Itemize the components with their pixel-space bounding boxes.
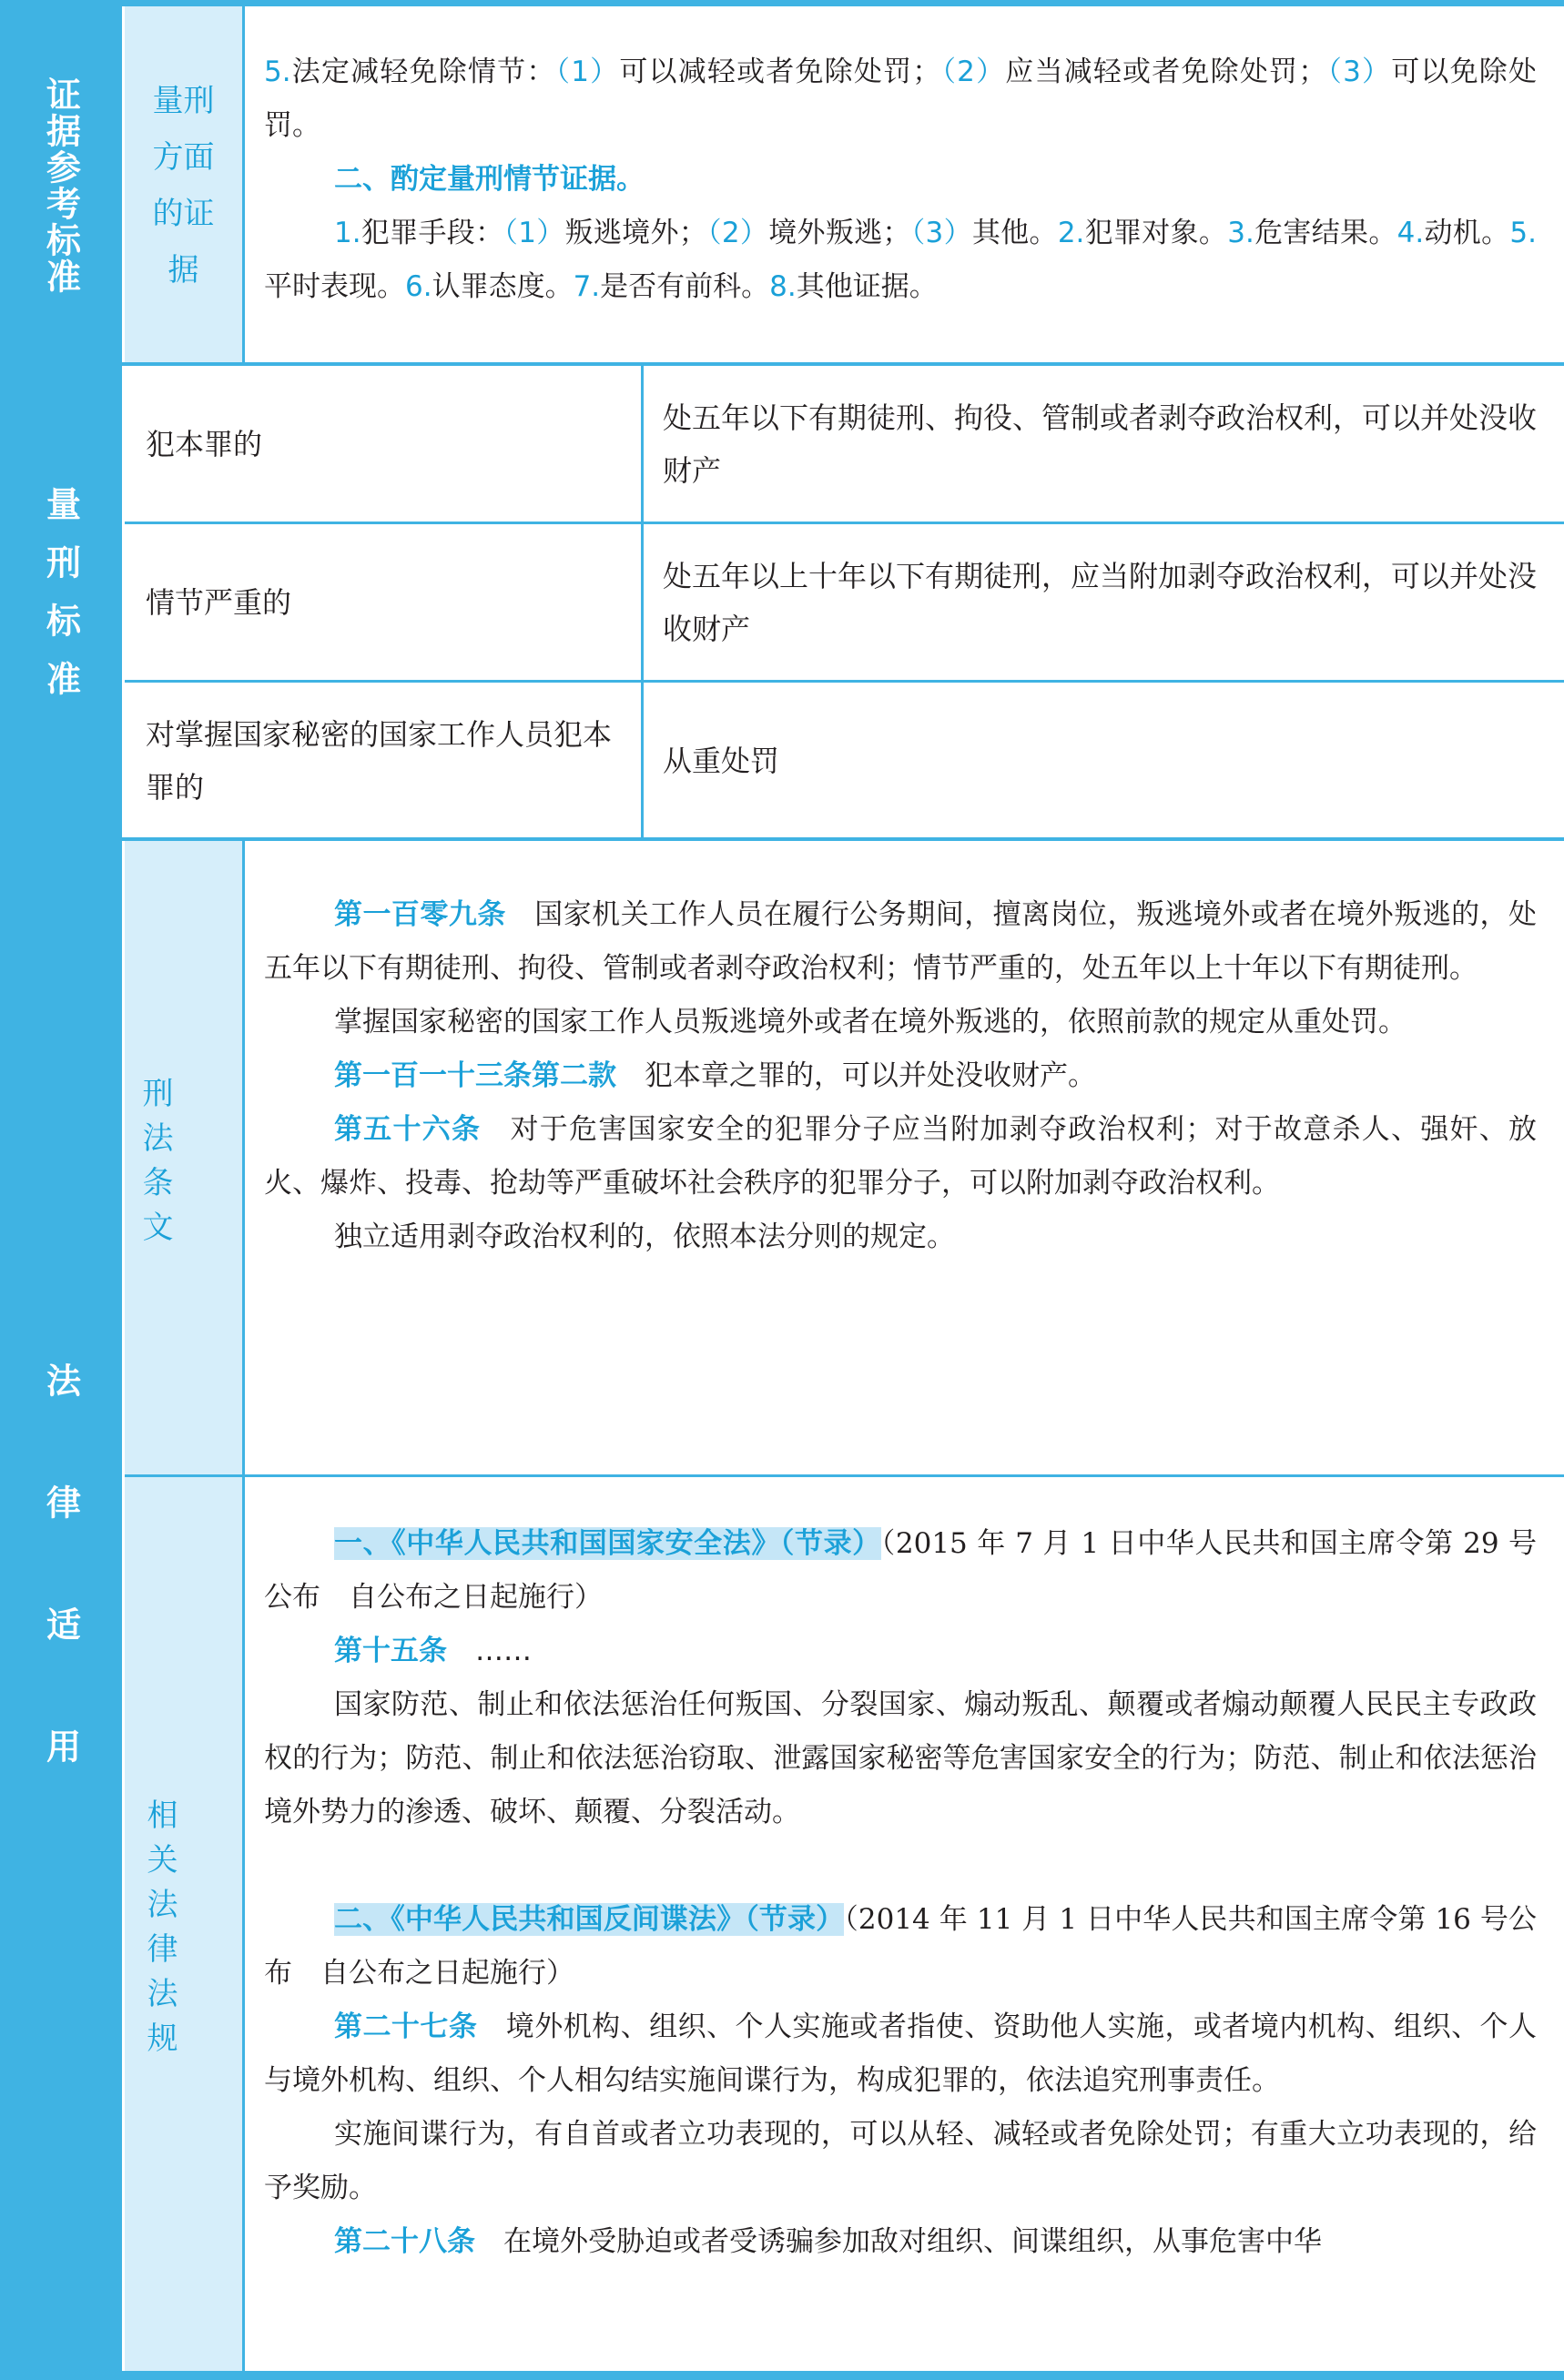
law-1-heading — [264, 1517, 1537, 1625]
category-evidence-standard-label: 证据参考标准 — [40, 76, 81, 295]
subcategory-sentencing-evidence — [125, 6, 242, 364]
divider-sub-1 — [242, 6, 245, 364]
divider-subsection — [125, 1474, 1564, 1477]
table-row-2-penalty: 处五年以上十年以下有期徒刑，应当附加剥夺政治权利，可以并处没收财产 — [663, 558, 1538, 646]
subcategory-sentencing-evidence-label: 量刑方面的证据 — [152, 82, 215, 289]
table-row-2-condition: 情节严重的 — [146, 584, 292, 620]
law-2-article-28: 第二十八条 在境外受胁迫或者受诱骗参加敌对组织、间谍组织，从事危害中华 — [334, 2225, 1322, 2258]
top-border — [0, 0, 1564, 6]
subcategory-criminal-law — [125, 841, 242, 1474]
subcategory-related-laws-label: 相关法律法规 — [147, 1798, 220, 2057]
evidence-text — [264, 46, 1537, 314]
law-2-article-28-title: 第二十八条 — [334, 2225, 475, 2258]
law-1-note: （2015 年 7 月 1 日中华人民共和国主席令第 29 号公布 自公布之日起施行） — [264, 1527, 1537, 1614]
article-109-para-2: 掌握国家秘密的国家工作人员叛逃境外或者在境外叛逃的，依照前款的规定从重处罚。 — [334, 1006, 1407, 1038]
category-evidence-standard — [0, 6, 122, 364]
law-2-note: （2014 年 11 月 1 日中华人民共和国主席令第 16 号公布 自公布之日起施行） — [264, 1903, 1537, 1990]
evidence-heading-2: 二、酌定量刑情节证据。 — [334, 163, 645, 196]
article-109-title: 第一百零九条 — [334, 898, 506, 931]
law-2-article-27: 第二十七条 境外机构、组织、个人实施或者指使、资助他人实施，或者境内机构、组织、个人与境外机构、组织、个人相勾结实施间谍行为，构成犯罪的，依法追究刑事责任。 — [264, 2010, 1538, 2097]
criminal-law-text — [264, 888, 1537, 1264]
law-1-article-15-title: 第十五条 — [334, 1635, 447, 1667]
law-2-heading — [264, 1893, 1537, 2000]
article-113-title: 第一百一十三条第二款 — [334, 1059, 616, 1092]
category-sentencing-standard-label: 量刑标准 — [40, 486, 81, 719]
table-row-1-penalty: 处五年以下有期徒刑、拘役、管制或者剥夺政治权利，可以并处没收财产 — [663, 400, 1538, 488]
law-1-article-15-text: 国家防范、制止和依法惩治任何叛国、分裂国家、煽动叛乱、颠覆或者煽动颠覆人民民主专政政权的行为；防范、制止和依法惩治窃取、泄露国家秘密等危害国家安全的行为；防范、制止和依法惩治境外势力的渗透、破坏、颠覆、分裂活动。 — [264, 1688, 1537, 1828]
subcategory-criminal-law-label: 刑法条文 — [142, 1076, 225, 1246]
related-laws-text — [264, 1517, 1537, 2269]
spacer — [264, 1839, 1537, 1893]
article-56-para-2: 独立适用剥夺政治权利的，依照本法分则的规定。 — [334, 1220, 955, 1253]
table-column-divider — [641, 366, 644, 839]
article-109: 第一百零九条 国家机关工作人员在履行公务期间，擅离岗位，叛逃境外或者在境外叛逃的，处五年以下有期徒刑、拘役、管制或者剥夺政治权利；情节严重的，处五年以上十年以下有期徒刑。 — [264, 898, 1538, 985]
law-1-title: 一、《中华人民共和国国家安全法》（节录） — [334, 1527, 881, 1560]
law-2-article-27-title: 第二十七条 — [334, 2010, 478, 2043]
article-56: 第五十六条 对于危害国家安全的犯罪分子应当附加剥夺政治权利；对于故意杀人、强奸、放火、爆炸、投毒、抢劫等严重破坏社会秩序的犯罪分子，可以附加剥夺政治权利。 — [264, 1113, 1537, 1200]
law-2-article-27-para-2: 实施间谍行为，有自首或者立功表现的，可以从轻、减轻或者免除处罚；有重大立功表现的，给予奖励。 — [264, 2118, 1537, 2204]
table-row-3-condition: 对掌握国家秘密的国家工作人员犯本罪的 — [146, 717, 613, 805]
table-row-3-penalty: 从重处罚 — [663, 744, 780, 778]
table-row-1-condition: 犯本罪的 — [146, 426, 263, 461]
category-legal-application-label: 法律适用 — [40, 1362, 81, 1850]
subcategory-related-laws — [125, 1477, 242, 2371]
evidence-para-1: 5.法定减轻免除情节：（1）可以减轻或者免除处罚；（2）应当减轻或者免除处罚；（3）可以免除处罚。 — [264, 56, 1537, 142]
bottom-border — [0, 2371, 1564, 2380]
evidence-para-3: 1.犯罪手段：（1）叛逃境外；（2）境外叛逃；（3）其他。2.犯罪对象。3.危害结果。4.动机。5.平时表现。6.认罪态度。7.是否有前科。8.其他证据。 — [264, 217, 1537, 303]
category-legal-application — [0, 841, 122, 2371]
category-sentencing-standard — [0, 366, 122, 839]
law-1-article-15: 第十五条 …… — [334, 1635, 532, 1667]
article-113: 第一百一十三条第二款 犯本章之罪的，可以并处没收财产。 — [334, 1059, 1096, 1092]
article-56-title: 第五十六条 — [334, 1113, 482, 1146]
law-2-title: 二、《中华人民共和国反间谍法》（节录） — [334, 1903, 845, 1936]
divider-sub-3 — [242, 841, 245, 2371]
